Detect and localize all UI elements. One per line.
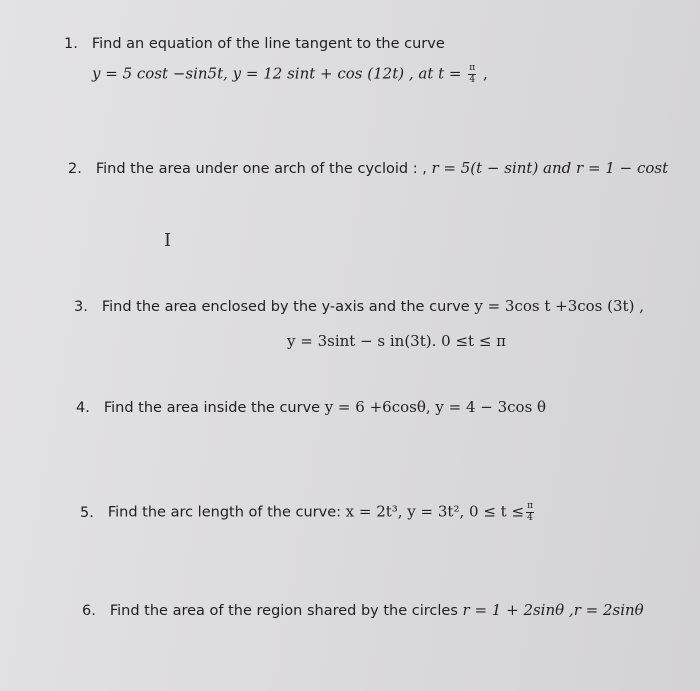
- question-2-number: 2.: [68, 161, 82, 177]
- question-1-equation: [92, 64, 488, 85]
- question-5-number: 5.: [80, 504, 94, 521]
- question-6-text: Find the area of the region shared by the circles: [109, 603, 463, 619]
- question-1: [64, 36, 445, 52]
- question-3: [74, 297, 644, 315]
- question-2: [68, 159, 668, 177]
- question-1-equation-main: y = 5 cost −sin5t, y = 12 sint + cos (12t) , at t =: [92, 64, 467, 83]
- question-4-math: y = 6 +6cosθ, y = 4 − 3cos θ: [324, 398, 547, 416]
- question-1-fraction-num: π: [469, 63, 476, 73]
- question-3-equation-line2: y = 3sint − s in(3t). 0 ≤t ≤ π: [287, 332, 507, 350]
- question-6: [82, 601, 644, 619]
- question-3-math: y = 3cos t +3cos (3t) ,: [474, 297, 644, 315]
- question-5-fraction-den: 4: [527, 513, 533, 523]
- question-2-text: Find the area under one arch of the cycloid : ,: [95, 161, 432, 177]
- question-5: [80, 502, 536, 523]
- question-3-number: 3.: [74, 299, 88, 315]
- question-4-number: 4.: [76, 400, 90, 416]
- question-5-fraction: [526, 502, 534, 523]
- question-1-equation-end: ,: [478, 64, 488, 83]
- question-5-fraction-num: π: [527, 501, 533, 511]
- question-2-math: r = 5(t − sint) and r = 1 − cost: [431, 159, 669, 177]
- question-1-fraction: [468, 64, 476, 85]
- question-1-number: 1.: [64, 36, 78, 52]
- question-4-text: Find the area inside the curve: [103, 400, 325, 416]
- question-5-math: x = 2t³, y = 3t², 0 ≤ t ≤: [345, 502, 525, 521]
- question-1-text: Find an equation of the line tangent to the curve: [91, 36, 445, 52]
- question-3-text: Find the area enclosed by the y-axis and the curve: [101, 299, 475, 315]
- question-1-fraction-den: 4: [469, 75, 476, 85]
- question-4: [76, 398, 546, 416]
- text-cursor-icon: I: [164, 230, 172, 251]
- question-5-text: Find the arc length of the curve:: [107, 504, 346, 521]
- question-6-number: 6.: [82, 603, 96, 619]
- question-6-math: r = 1 + 2sinθ ,r = 2sinθ: [462, 601, 644, 619]
